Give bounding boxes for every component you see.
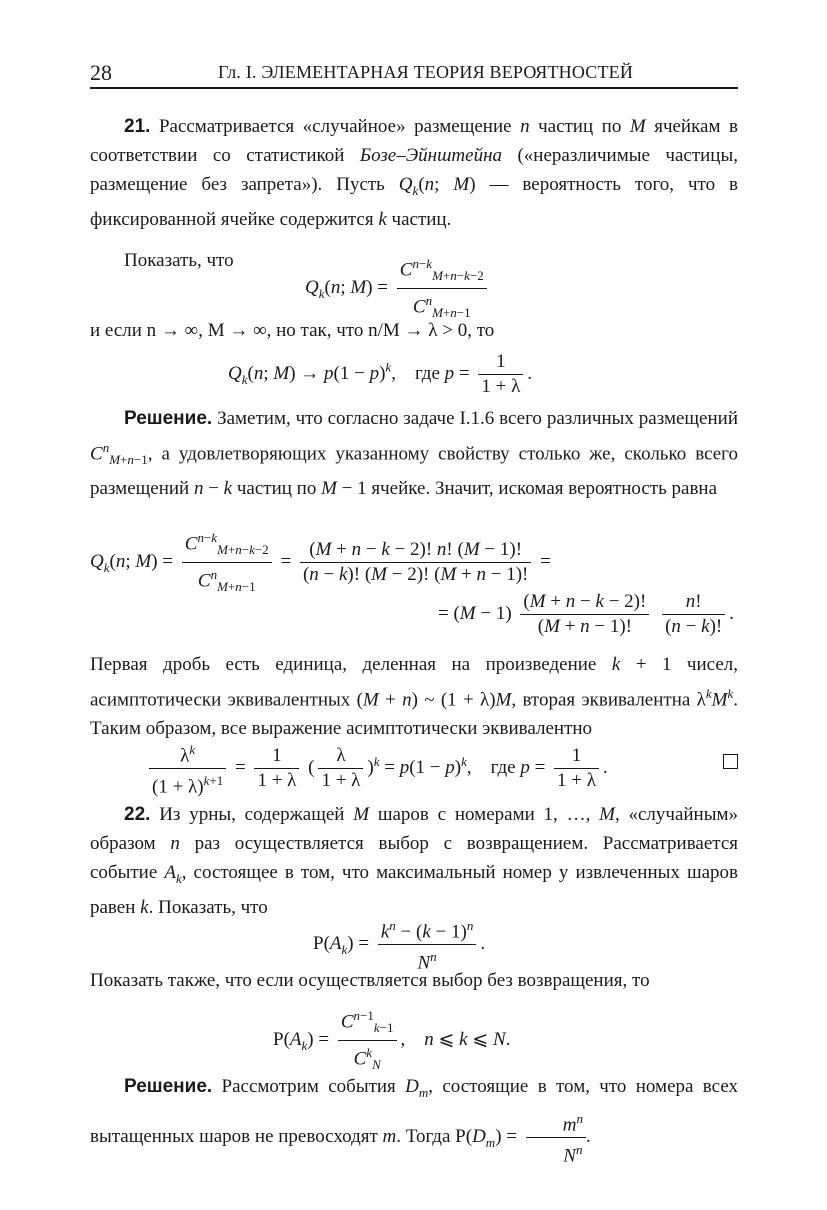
solution-label-22: Решение.	[124, 1076, 213, 1097]
asymptotic-explanation: Первая дробь есть единица, деленная на произведение k + 1 чисел, асимптотически эквивалентных (M + n) ~ (1 + λ)M, вторая эквивалентна $\lambda^kM^k$. Таким образом, все выражение асимптотически эквивалентно	[90, 654, 738, 740]
formula-3b: = (M − 1) $\frac{(M + n - k - 2)!}{(M + n - 1)!}$ $\frac{n!}{(n - k)!}$ .	[438, 591, 734, 637]
problem-21-number: 21.	[124, 116, 151, 137]
problem-22-number: 22.	[124, 804, 151, 825]
show-that-1: Показать, что	[124, 250, 234, 271]
formula-6: $P(A_k)$ = $\frac{C^{n-1}_{k-1}}{C^k_N}$ , n ⩽ k ⩽ N.	[273, 1004, 510, 1077]
limit-condition: и если n → ∞, M → ∞, но так, что n/M → λ > 0, то	[90, 320, 495, 341]
page-number: 28	[90, 60, 112, 85]
formula-3a: $Q_k(n$; M) = $\frac{C^{n-k}_{M+n-k-2}}{C^n_{M+n-1}}$ = $\frac{(M + n - k - 2)! n! (M - 1)!}{(n - k)! (M - 2)! (M + n - 1)!}$ =	[90, 526, 551, 599]
running-header: Гл. I. ЭЛЕМЕНТАРНАЯ ТЕОРИЯ ВЕРОЯТНОСТЕЙ	[218, 62, 634, 82]
problem-21-statement: 21. Рассматривается «случайное» размещение n частиц по M ячейкам в соответствии со статистикой Бозе–Эйнштейна («неразличимые частицы, размещение без запрета»). Пусть $Q_k(n$; M) — вероятность того, что в фиксированной ячейке содержится k частиц.	[90, 116, 738, 230]
solution-21: Решение. Заметим, что согласно задаче I.1.6 всего различных размещений $C^n_{M+n-1}$, а удовлетворяющих указанному свойству столько же, сколько всего размещений n − k частиц по M − 1 ячейке. Значит, искомая вероятность равна	[90, 408, 738, 500]
header-rule	[90, 87, 738, 89]
problem-22-statement: 22. Из урны, содержащей M шаров с номерами 1, …, M, «случайным» образом n раз осуществляется выбор с возвращением. Рассматривается событие $A_k$, состоящее в том, что максимальный номер у извлеченных шаров равен k. Показать, что	[90, 804, 739, 918]
formula-4: $\frac{\lambda^k}{(1 + \lambda)^{k+1}}$ = $\frac{1}{1 + \lambda}$ ( $\frac{\lambda}{1 + \lambda}$ )$^k = p(1 - p)^k$, где p = $\frac{1}{1 + \lambda}$ .	[145, 738, 608, 800]
qed-square-icon	[723, 754, 738, 769]
formula-5: $P(A_k)$ = $\frac{k^n - (k - 1)^n}{N^n}$ .	[313, 914, 485, 976]
formula-1: $Q_k(n$; M) = $\frac{C^{n-k}_{M+n-k-2}}{C^n_{M+n-1}}$	[305, 252, 491, 325]
solution-label-21: Решение.	[124, 408, 213, 429]
without-return-text: Показать также, что если осуществляется выбор без возвращения, то	[90, 970, 650, 991]
formula-2: $Q_k(n$; $M) \to p(1 - p)^k$, где p = $\frac{1}{1 + \lambda}$ .	[228, 351, 533, 397]
solution-22: Решение. Рассмотрим события $D_m$, состоящие в том, что номера всех вытащенных шаров не превосходят m. Тогда $P(D_m)$ = $\frac{m^n}{N^n}$ .	[90, 1076, 738, 1167]
